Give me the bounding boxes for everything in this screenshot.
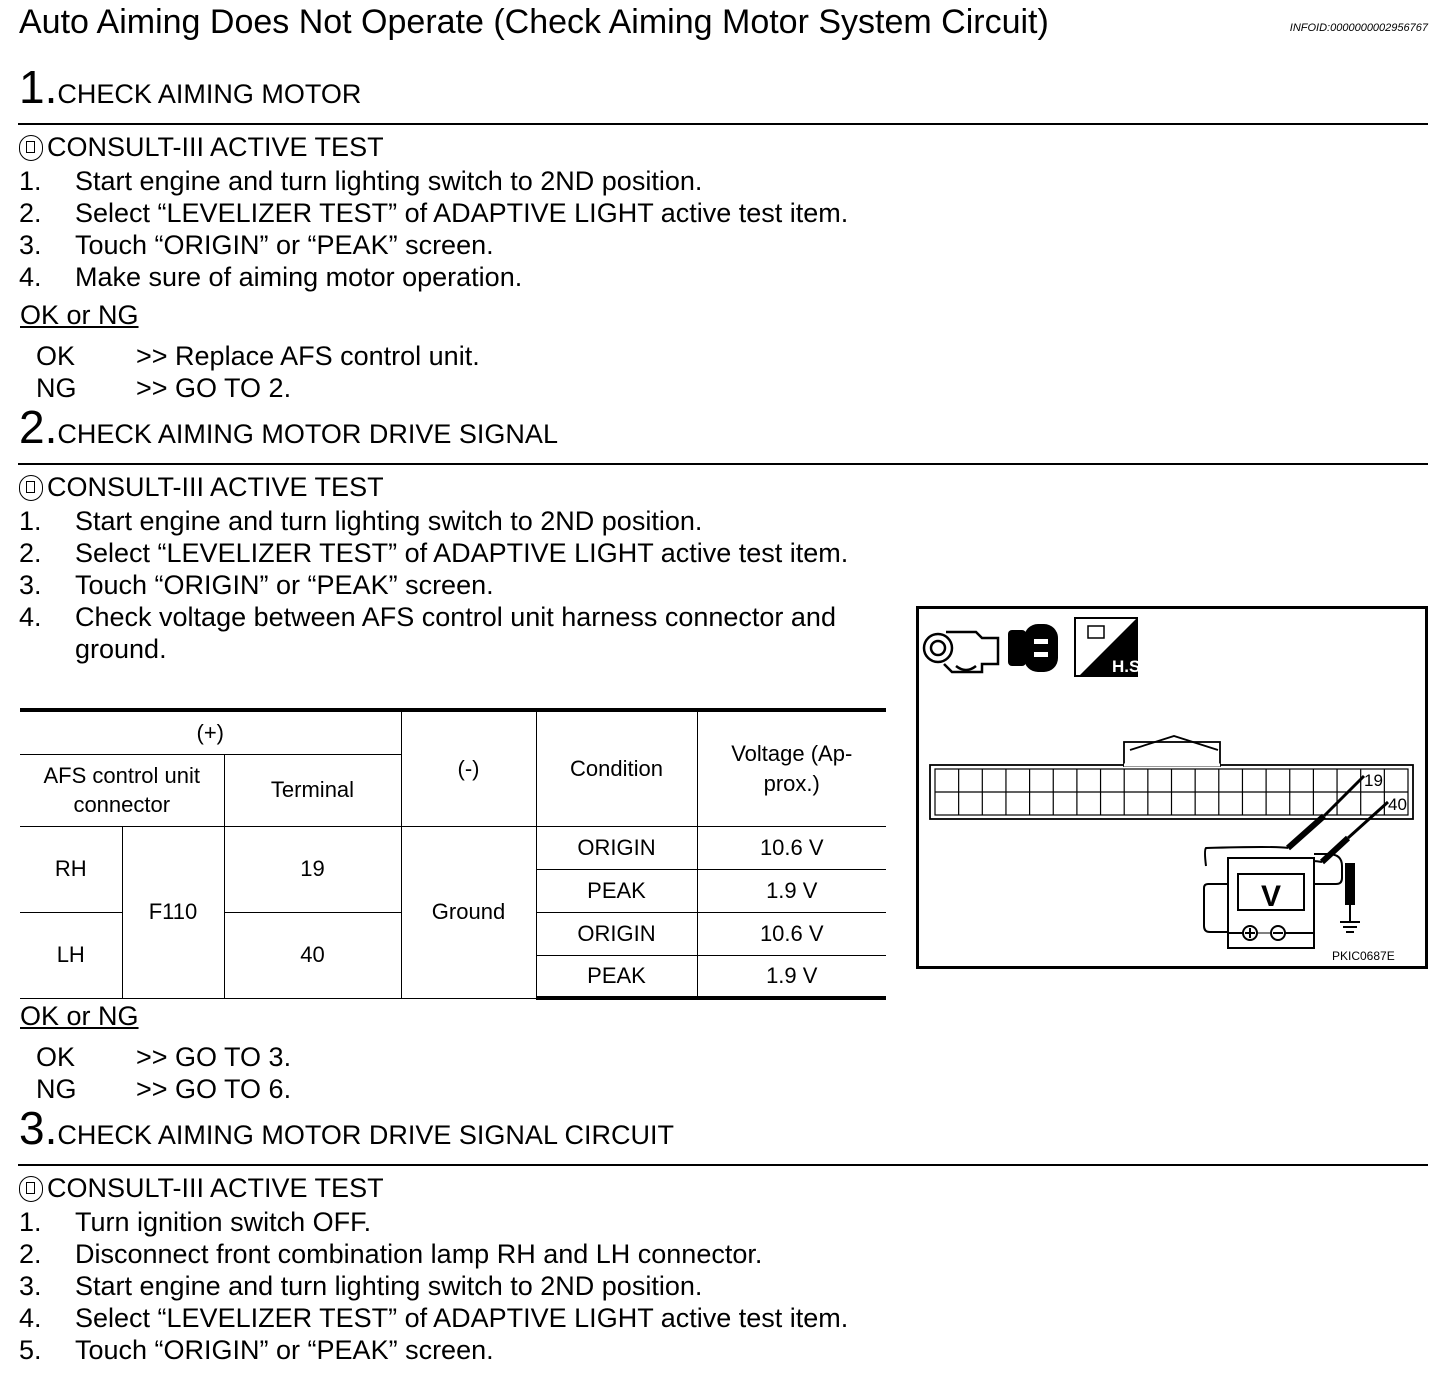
- connector-icon: [1008, 624, 1058, 672]
- step-1-results: [36, 340, 480, 404]
- th-minus: (-): [401, 710, 536, 826]
- step-1-list: [19, 165, 848, 293]
- list-item: 3. Start engine and turn lighting switch to 2ND position.: [19, 1271, 703, 1301]
- list-item: 1. Start engine and turn lighting switch to 2ND position.: [19, 506, 703, 536]
- step-1-heading: CHECK AIMING MOTOR: [57, 79, 362, 109]
- list-item: 1. Start engine and turn lighting switch to 2ND position.: [19, 166, 703, 196]
- consult-icon: [19, 475, 43, 501]
- step-1-rule: [18, 123, 1428, 125]
- result-row: NG >> GO TO 2.: [36, 373, 292, 403]
- voltage-table: [20, 708, 886, 1000]
- list-item: 2. Disconnect front combination lamp RH and LH connector.: [19, 1239, 763, 1269]
- info-id: INFOID:0000000002956767: [1289, 22, 1428, 34]
- connector-diagram: [916, 606, 1428, 969]
- pin-19-label: 19: [1364, 771, 1383, 790]
- list-item: 3. Touch “ORIGIN” or “PEAK” screen.: [19, 230, 494, 260]
- step-1-consult-label: CONSULT-III ACTIVE TEST: [47, 132, 384, 162]
- list-item: 1. Turn ignition switch OFF.: [19, 1207, 372, 1237]
- list-item-cont: ground.: [75, 634, 167, 664]
- hs-label: H.S.: [1112, 657, 1146, 676]
- result-row: NG >> GO TO 6.: [36, 1074, 292, 1104]
- consult-icon: [19, 135, 43, 161]
- step-2-list: [19, 505, 848, 665]
- figure-code: PKIC0687E: [1332, 949, 1395, 963]
- cell-condition: PEAK: [536, 955, 697, 998]
- step-2-results: [36, 1041, 291, 1105]
- cell-terminal-40: 40: [224, 912, 401, 998]
- step-3-consult: [19, 1173, 384, 1204]
- cell-voltage: 10.6 V: [697, 912, 886, 955]
- step-2-heading: CHECK AIMING MOTOR DRIVE SIGNAL: [57, 419, 558, 449]
- cell-voltage: 1.9 V: [697, 869, 886, 912]
- pin-40-label: 40: [1388, 795, 1407, 814]
- step-3-number: 3.: [19, 1102, 58, 1154]
- cell-ground: Ground: [401, 826, 536, 998]
- list-item: 4. Make sure of aiming motor operation.: [19, 262, 523, 292]
- th-condition: Condition: [536, 710, 697, 826]
- step-2-rule: [18, 463, 1428, 465]
- th-terminal: Terminal: [224, 754, 401, 826]
- list-item: 5. Touch “ORIGIN” or “PEAK” screen.: [19, 1335, 494, 1365]
- result-row: OK >> GO TO 3.: [36, 1042, 292, 1072]
- step-1-number: 1.: [19, 61, 58, 113]
- th-afs-connector: AFS control unit connector: [20, 754, 224, 826]
- list-item: 2. Select “LEVELIZER TEST” of ADAPTIVE LIGHT active test item.: [19, 198, 849, 228]
- step-2-number: 2.: [19, 401, 58, 453]
- harness-side-icon: [1075, 618, 1145, 676]
- cell-connector: F110: [122, 826, 224, 998]
- cell-condition: ORIGIN: [536, 826, 697, 869]
- consult-icon: [19, 1176, 43, 1202]
- cell-voltage: 10.6 V: [697, 826, 886, 869]
- step-3-heading: CHECK AIMING MOTOR DRIVE SIGNAL CIRCUIT: [57, 1120, 674, 1150]
- cell-voltage: 1.9 V: [697, 955, 886, 998]
- th-voltage: Voltage (Ap-prox.): [697, 710, 886, 826]
- step-2-consult-label: CONSULT-III ACTIVE TEST: [47, 472, 384, 502]
- cell-rh: RH: [20, 826, 122, 912]
- list-item: 4. Select “LEVELIZER TEST” of ADAPTIVE LIGHT active test item.: [19, 1303, 849, 1333]
- step-1-header: [19, 60, 361, 114]
- step-2-header: [19, 400, 558, 454]
- cell-terminal-19: 19: [224, 826, 401, 912]
- list-item: 4. Check voltage between AFS control unit harness connector and: [19, 602, 836, 632]
- list-item: 2. Select “LEVELIZER TEST” of ADAPTIVE LIGHT active test item.: [19, 538, 849, 568]
- step-3-consult-label: CONSULT-III ACTIVE TEST: [47, 1173, 384, 1203]
- th-plus: (+): [20, 710, 401, 754]
- result-row: OK >> Replace AFS control unit.: [36, 341, 480, 371]
- step-1-consult: [19, 132, 384, 163]
- step-3-list: [19, 1206, 848, 1366]
- list-item: 3. Touch “ORIGIN” or “PEAK” screen.: [19, 570, 494, 600]
- page-title: Auto Aiming Does Not Operate (Check Aiming Motor System Circuit): [19, 3, 1049, 41]
- cell-condition: ORIGIN: [536, 912, 697, 955]
- step-3-rule: [18, 1164, 1428, 1166]
- step-2-okng: OK or NG: [20, 1001, 139, 1031]
- step-3-header: [19, 1101, 674, 1155]
- step-2-consult: [19, 472, 384, 503]
- cell-lh: LH: [20, 912, 122, 998]
- step-1-okng: OK or NG: [20, 300, 139, 330]
- cell-condition: PEAK: [536, 869, 697, 912]
- meter-v-label: V: [1260, 880, 1282, 913]
